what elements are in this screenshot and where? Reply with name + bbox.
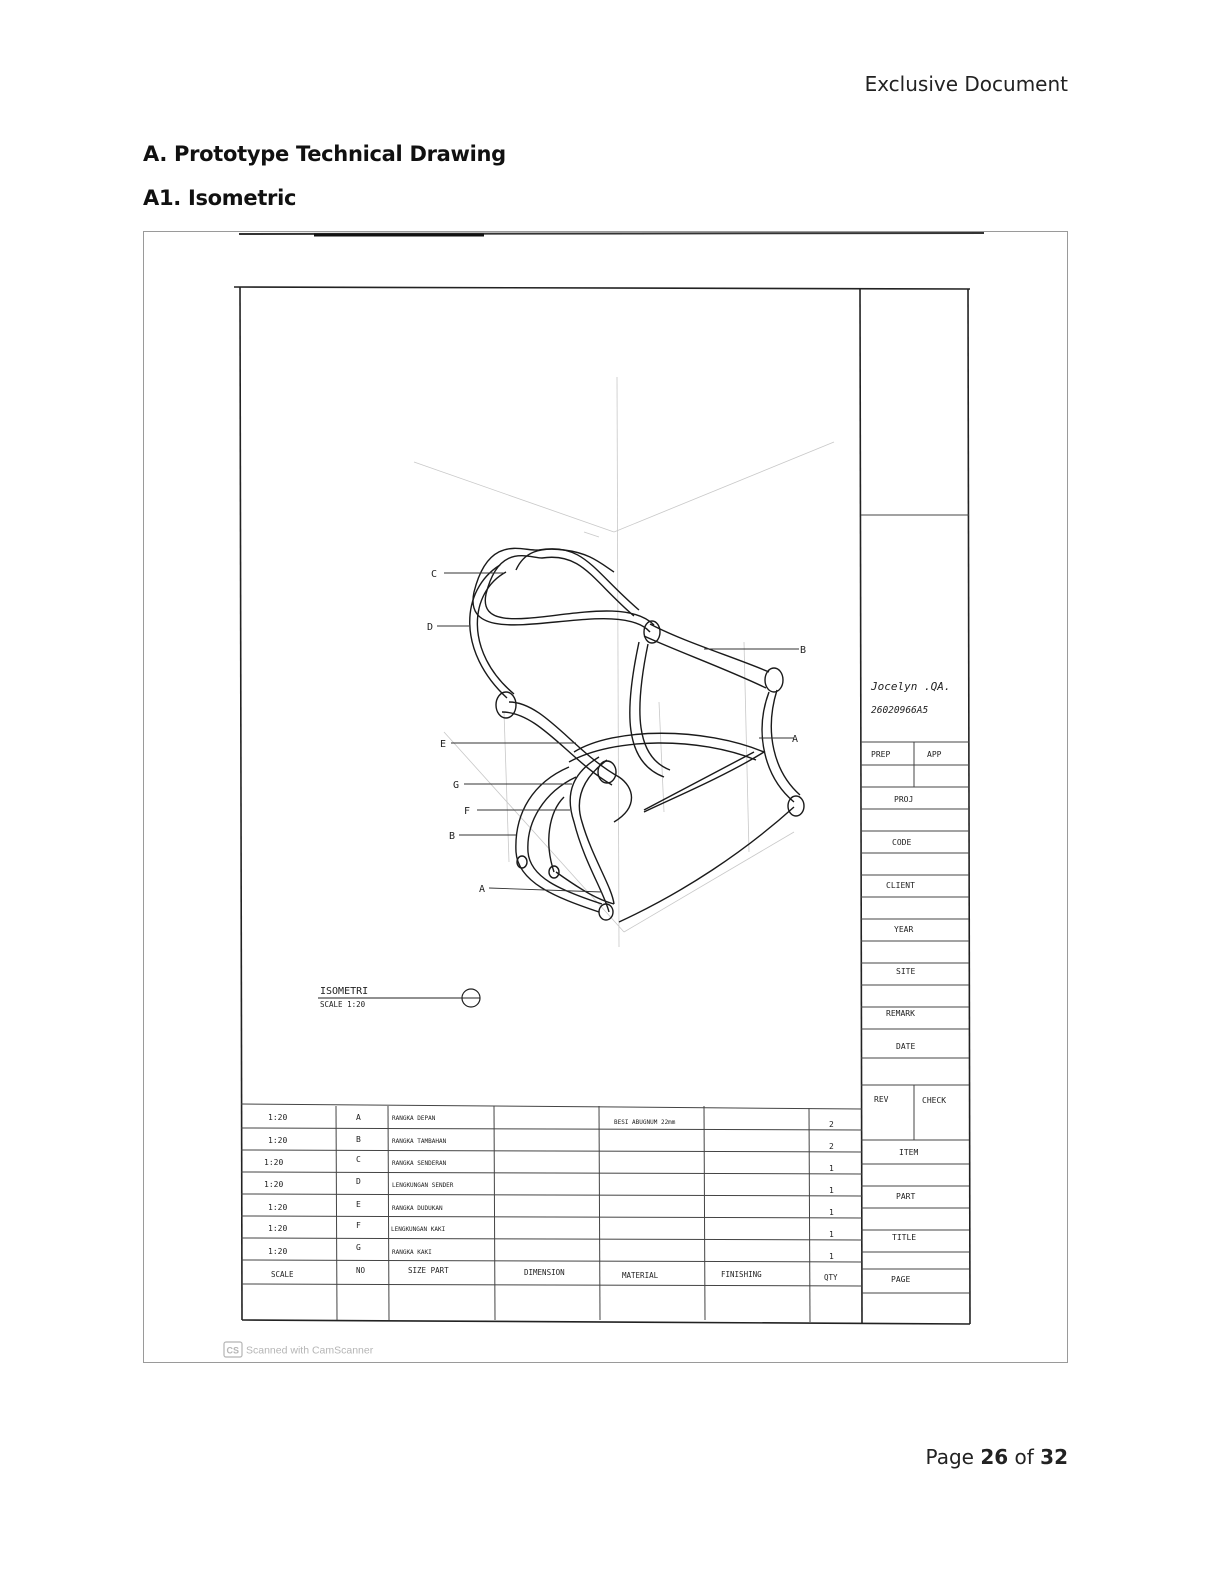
chair-frame-drawing [470,548,807,922]
tb-code: CODE [892,838,912,847]
view-label [318,986,480,1009]
table-header-scale: SCALE [271,1270,294,1279]
page-footer [926,1445,1068,1469]
tb-part: PART [896,1192,916,1201]
table-cell-scale: 1:20 [264,1180,284,1189]
table-header-no: NO [356,1266,366,1275]
table-cell-scale: 1:20 [268,1136,288,1145]
tb-client: CLIENT [886,881,915,890]
table-cell-qty: 1 [829,1164,834,1173]
tb-prep: PREP [871,750,891,759]
tb-check: CHECK [922,1096,947,1105]
title-block-grid [861,515,969,1293]
table-cell-no: C [356,1155,361,1164]
table-cell-no: G [356,1243,361,1252]
part-label-b-left: B [449,831,456,842]
subsection-title: A1. Isometric [143,186,297,210]
table-header-qty: QTY [824,1273,838,1282]
tb-item: ITEM [899,1148,919,1157]
part-label-c: C [431,569,438,580]
table-cell-scale: 1:20 [268,1113,288,1122]
table-cell-qty: 1 [829,1208,834,1217]
designer-id: 26020966A5 [871,705,929,716]
part-label-f: F [464,806,471,817]
table-cell-scale: 1:20 [264,1158,284,1167]
table-cell-qty: 1 [829,1230,834,1239]
part-label-g: G [453,780,460,791]
construction-lines [414,377,834,947]
footer-prefix: Page [925,1445,981,1469]
table-cell-scale: 1:20 [268,1247,288,1256]
table-cell-no: B [356,1135,361,1144]
parts-table-grid [241,1104,862,1322]
table-header-part: SIZE PART [408,1266,449,1275]
table-cell-scale: 1:20 [268,1224,288,1233]
part-label-e: E [440,739,447,750]
part-label-b-right: B [800,645,807,656]
tb-proj: PROJ [894,795,914,804]
footer-middle: of [1008,1445,1041,1469]
table-cell-part: LENGKUNGAN KAKI [391,1226,446,1233]
part-label-d: D [427,622,434,633]
section-title: A. Prototype Technical Drawing [143,142,506,166]
table-cell-no: A [356,1113,361,1122]
table-cell-scale: 1:20 [268,1203,288,1212]
watermark-text: Scanned with CamScanner [246,1344,374,1357]
tb-app: APP [927,750,942,759]
table-cell-part: LENGKUNGAN SENDER [392,1182,454,1189]
svg-text:CS: CS [226,1345,240,1356]
table-cell-part: RANGKA TAMBAHAN [392,1138,447,1145]
table-cell-part: RANGKA DEPAN [392,1115,436,1122]
table-header-dimension: DIMENSION [524,1268,565,1277]
table-cell-material: BESI ABUGNUM 22mm [614,1119,676,1126]
tb-year: YEAR [894,925,914,934]
scanner-watermark [224,1342,374,1357]
tb-site: SITE [896,967,916,976]
tb-page: PAGE [891,1275,911,1284]
view-title: ISOMETRI [320,986,369,997]
part-label-a-left: A [479,884,486,895]
table-cell-qty: 1 [829,1252,834,1261]
sheet-border [234,287,970,1324]
table-cell-part: RANGKA DUDUKAN [392,1205,443,1212]
table-header-material: MATERIAL [622,1271,659,1280]
table-cell-no: D [356,1177,361,1186]
table-cell-qty: 2 [829,1142,834,1151]
technical-drawing-sheet [144,232,1068,1363]
document-header-label: Exclusive Document [864,72,1068,96]
table-cell-qty: 1 [829,1186,834,1195]
designer-name: Jocelyn .QA. [871,680,951,693]
tb-rev: REV [874,1095,889,1104]
table-cell-part: RANGKA SENDERAN [392,1160,447,1167]
table-cell-no: E [356,1200,361,1209]
part-label-a-right: A [792,734,799,745]
tb-remark: REMARK [886,1009,915,1018]
current-page-number: 26 [980,1445,1009,1469]
parts-table [264,1113,838,1282]
total-page-count: 32 [1040,1445,1068,1469]
tb-date: DATE [896,1042,916,1051]
drawing-figure [143,231,1068,1363]
table-header-finishing: FINISHING [721,1270,762,1279]
table-cell-qty: 2 [829,1120,834,1129]
table-cell-part: RANGKA KAKI [392,1249,432,1256]
view-scale: SCALE 1:20 [320,1000,366,1009]
table-cell-no: F [356,1221,361,1230]
title-block-labels [871,750,946,1284]
tb-title: TITLE [892,1233,917,1242]
